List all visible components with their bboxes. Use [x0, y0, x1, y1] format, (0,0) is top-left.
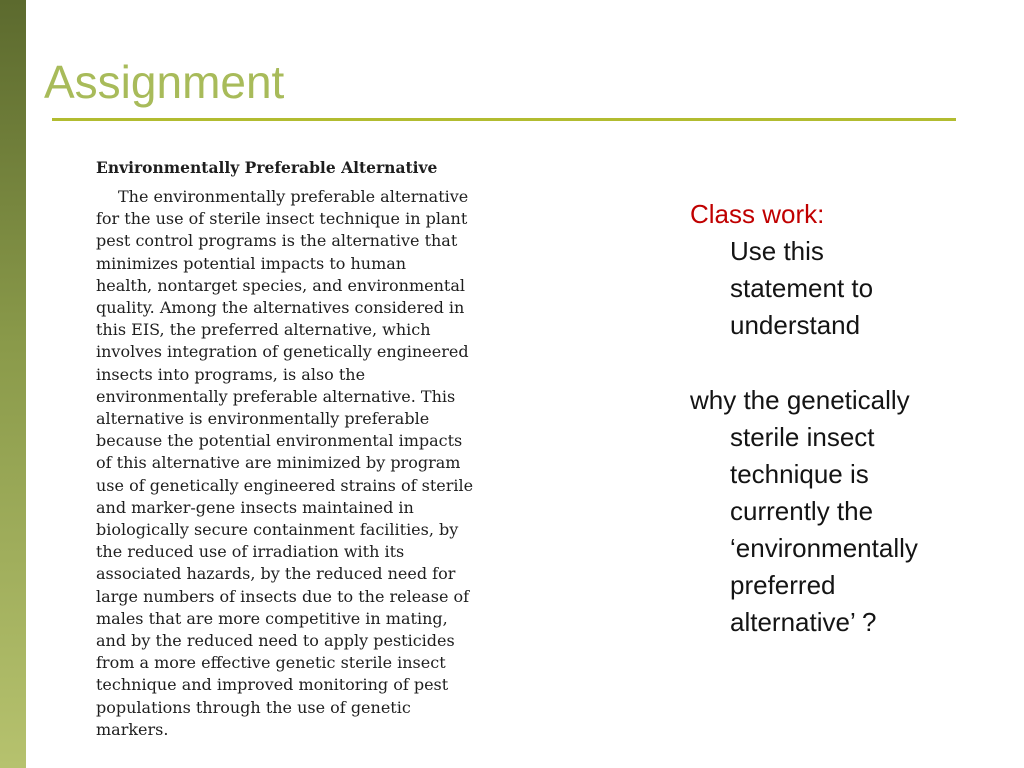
- excerpt-line: and by the reduced need to apply pesticides: [96, 631, 455, 651]
- document-excerpt: [96, 156, 596, 741]
- question-line: alternative’ ?: [730, 607, 877, 637]
- excerpt-line: biologically secure containment facilities, by: [96, 520, 459, 540]
- excerpt-line: The environmentally preferable alternative: [118, 187, 469, 206]
- question-line: ‘environmentally: [730, 533, 918, 563]
- excerpt-line: quality. Among the alternatives considered in: [96, 298, 465, 318]
- excerpt-line: large numbers of insects due to the release of: [96, 586, 470, 606]
- excerpt-line: markers.: [96, 719, 169, 739]
- question-line: why the genetically: [690, 385, 910, 415]
- slide-title: Assignment: [44, 56, 285, 108]
- excerpt-heading: Environmentally Preferable Alternative: [96, 158, 438, 177]
- instruction-line: understand: [730, 310, 861, 340]
- excerpt-line: for the use of sterile insect technique in plant: [96, 209, 468, 229]
- classwork-text: [690, 196, 990, 641]
- excerpt-line: males that are more competitive in mating,: [96, 608, 448, 628]
- sidebar-accent-bar: [0, 0, 26, 768]
- excerpt-line: technique and improved monitoring of pest: [96, 675, 449, 695]
- excerpt-line: use of genetically engineered strains of sterile: [96, 475, 474, 495]
- excerpt-line: associated hazards, by the reduced need for: [96, 564, 456, 584]
- excerpt-line: populations through the use of genetic: [96, 697, 411, 717]
- excerpt-line: from a more effective genetic sterile insect: [96, 653, 446, 673]
- excerpt-line: this EIS, the preferred alternative, which: [96, 320, 431, 340]
- excerpt-line: environmentally preferable alternative. This: [96, 386, 456, 406]
- excerpt-line: and marker-gene insects maintained in: [96, 497, 414, 517]
- question-line: currently the: [730, 496, 874, 526]
- instruction-line: Use this: [730, 236, 824, 266]
- question-line: technique is: [730, 459, 869, 489]
- excerpt-line: alternative is environmentally preferable: [96, 409, 430, 429]
- excerpt-line: minimizes potential impacts to human: [96, 253, 407, 273]
- excerpt-line: health, nontarget species, and environmental: [96, 275, 465, 295]
- question-line: preferred: [730, 570, 836, 600]
- question-line: sterile insect: [730, 422, 875, 452]
- classwork-label: Class work:: [690, 199, 825, 229]
- classwork-instruction: [730, 233, 990, 344]
- excerpt-line: because the potential environmental impacts: [96, 431, 463, 451]
- excerpt-line: insects into programs, is also the: [96, 364, 366, 384]
- excerpt-line: of this alternative are minimized by program: [96, 453, 461, 473]
- title-underline: [52, 118, 956, 121]
- excerpt-line: the reduced use of irradiation with its: [96, 542, 405, 562]
- excerpt-line: involves integration of genetically engineered: [96, 342, 469, 362]
- excerpt-body: [96, 186, 596, 741]
- instruction-line: statement to: [730, 273, 874, 303]
- excerpt-line: pest control programs is the alternative that: [96, 231, 458, 251]
- classwork-question: [690, 382, 990, 641]
